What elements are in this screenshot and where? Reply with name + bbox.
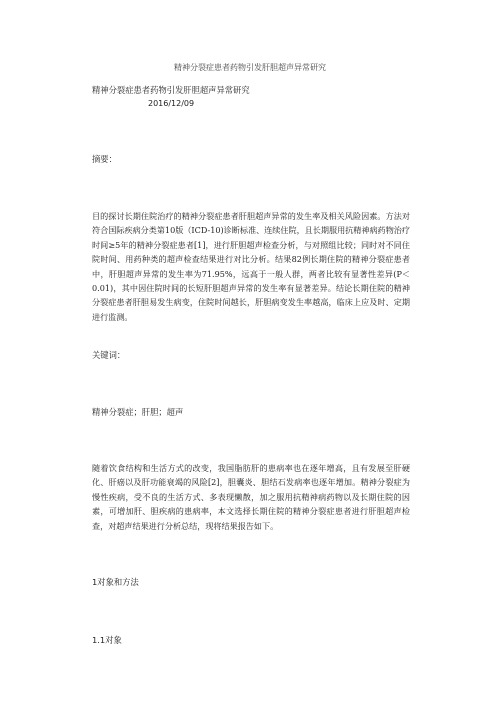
- keywords-text: 精神分裂症；肝胆；超声: [92, 407, 184, 417]
- running-header: 精神分裂症患者药物引发肝胆超声异常研究: [174, 63, 326, 72]
- document-title: 精神分裂症患者药物引发肝胆超声异常研究: [92, 85, 250, 95]
- abstract-paragraph: 目的探讨长期住院治疗的精神分裂症患者肝胆超声异常的发生率及相关风险因素。方法对符合国际疾病分类第10版（ICD-10)诊断标准、连续住院，且长期服用抗精神病药物治疗时间≥5年的精神分裂症患者[1]，进行肝胆超声检查分析，与对照组比较；同时对不同住院时间、用药种类的超声检查结果进行对比分析。结果82例长期住院的精神分裂症患者中，肝胆超声异常的发生率为71.95%，远高于一般人群，两者比较有显著性差异(P＜0.01)，其中因住院时间的长短肝胆超声异常的发生率有显著差异。结论长期住院的精神分裂症患者肝胆易发生病变，住院时间越长，肝胆病变发生率越高，临床上应及时、定期进行监测。: [92, 211, 410, 322]
- abstract-label: 摘要：: [92, 154, 117, 164]
- document-date: 2016/12/09: [148, 99, 195, 108]
- section-heading-1-1: 1.1对象: [92, 635, 122, 645]
- keywords-label: 关键词：: [92, 350, 126, 360]
- section-heading-1: 1对象和方法: [92, 577, 139, 587]
- introduction-paragraph: 随着饮食结构和生活方式的改变，我国脂肪肝的患病率也在逐年增高，且有发展至肝硬化、肝癌以及肝功能衰竭的风险[2]，胆囊炎、胆结石发病率也逐年增加。精神分裂症为慢性疾病，受不良的生活方式、多表现懒散，加之服用抗精神病药物以及长期住院的因素，可增加肝、胆疾病的患病率，本文选择长期住院的精神分裂症患者进行肝胆超声检查，对超声结果进行分析总结，现将结果报告如下。: [92, 463, 410, 531]
